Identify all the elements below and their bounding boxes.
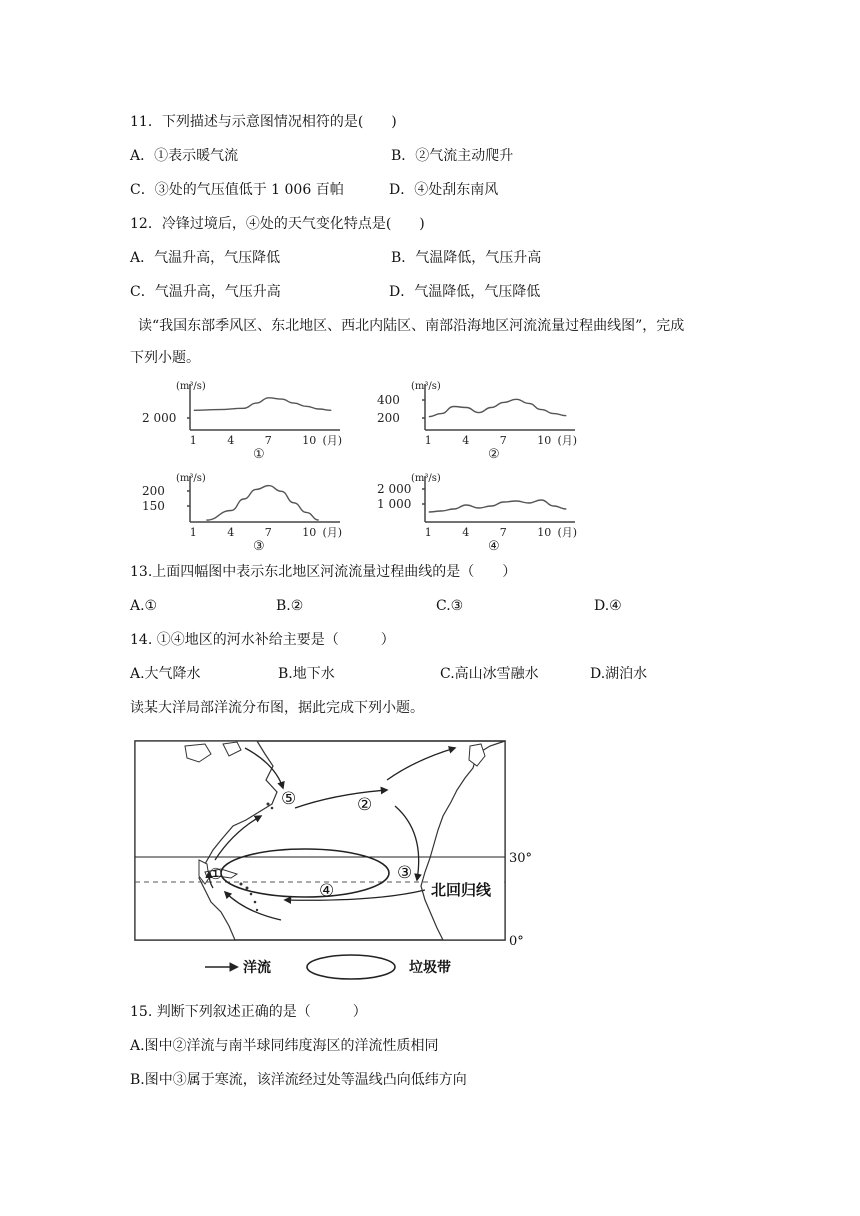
q15-option-a: A.图中②洋流与南半球同纬度海区的洋流性质相同	[130, 1038, 439, 1054]
legend-garbage-ellipse	[307, 955, 395, 979]
q11-option-a: A．①表示暖气流	[130, 148, 239, 164]
current-1-label: ①	[209, 865, 223, 883]
flow-chart-2-y-tick: 200	[377, 411, 400, 425]
ocean-current-map	[125, 732, 545, 982]
flow-chart-4-x-tick: 7	[499, 526, 507, 539]
q13-option-a: A.①	[130, 598, 158, 614]
tropic-label: 北回归线	[431, 881, 492, 899]
flow-chart-2-x-unit: (月)	[557, 434, 578, 447]
flow-chart-4-unit: (m³/s)	[411, 473, 441, 484]
q14-option-d: D.湖泊水	[590, 666, 648, 682]
lat-30-label: 30°	[509, 851, 533, 866]
flow-chart-3-x-unit: (月)	[322, 526, 343, 539]
flow-chart-4-x-tick: 1	[424, 526, 432, 539]
flow-chart-4-x-tick: 4	[462, 526, 470, 539]
flow-chart-3-unit: (m³/s)	[176, 473, 206, 484]
flow-chart-3-curve	[206, 486, 318, 520]
q14-option-c: C.高山冰雪融水	[440, 666, 539, 682]
q11-option-b: B．②气流主动爬升	[391, 148, 514, 164]
q15-option-b: B.图中③属于寒流，该洋流经过处等温线凸向低纬方向	[130, 1072, 467, 1088]
flow-chart-1-x-tick: 4	[227, 434, 235, 447]
flow-chart-2-x-tick: 10	[537, 434, 552, 447]
flow-chart-3-y-tick: 150	[142, 499, 165, 513]
q12-option-a: A．气温升高，气压降低	[130, 250, 281, 266]
flow-chart-2-x-tick: 1	[424, 434, 432, 447]
legend-garbage-label: 垃圾带	[409, 960, 451, 976]
flow-chart-1-x-unit: (月)	[322, 434, 343, 447]
q11-option-d: D．④处刮东南风	[389, 182, 499, 198]
flow-chart-1-x-tick: 7	[264, 434, 272, 447]
q12-option-d: D．气温降低，气压降低	[389, 284, 541, 300]
flow-chart-2-label: ②	[488, 447, 500, 462]
q13-option-c: C.③	[436, 598, 464, 614]
q11-stem: 11．下列描述与示意图情况相符的是( )	[130, 114, 397, 130]
q14-option-a: A.大气降水	[130, 666, 201, 682]
flow-chart-1-label: ①	[253, 447, 265, 462]
intro1-line1: 读“我国东部季风区、东北地区、西北内陆区、南部沿海地区河流流量过程曲线图”，完成	[138, 318, 685, 334]
q14-stem: 14. ①④地区的河水补给主要是（ ）	[130, 632, 395, 648]
flow-chart-3-label: ③	[253, 539, 265, 554]
legend-current-label: 洋流	[243, 960, 271, 976]
flow-chart-1-x-tick: 1	[189, 434, 197, 447]
current-4-label: ④	[319, 881, 335, 901]
flow-chart-4-y-tick: 2 000	[377, 482, 412, 496]
intro2: 读某大洋局部洋流分布图，据此完成下列小题。	[130, 700, 424, 716]
q11-option-c: C．③处的气压值低于 1 006 百帕	[130, 182, 344, 198]
q12-stem: 12．冷锋过境后，④处的天气变化特点是( )	[130, 216, 425, 232]
flow-chart-2-y-tick: 400	[377, 393, 400, 407]
flow-charts	[125, 372, 595, 554]
q13-option-d: D.④	[594, 598, 622, 614]
flow-chart-4-x-tick: 10	[537, 526, 552, 539]
flow-chart-3-x-tick: 4	[227, 526, 235, 539]
flow-chart-4-y-tick: 1 000	[377, 497, 412, 511]
q15-stem: 15. 判断下列叙述正确的是（ ）	[130, 1004, 367, 1020]
flow-chart-3-x-tick: 7	[264, 526, 272, 539]
q13-option-b: B.②	[276, 598, 304, 614]
flow-chart-3-x-tick: 1	[189, 526, 197, 539]
flow-chart-2-curve	[429, 399, 567, 416]
current-2-label: ②	[357, 795, 373, 815]
flow-chart-3-y-tick: 200	[142, 484, 165, 498]
flow-chart-2-x-tick: 7	[499, 434, 507, 447]
flow-chart-3-x-tick: 10	[302, 526, 317, 539]
q14-option-b: B.地下水	[278, 666, 335, 682]
flow-chart-1-curve	[194, 398, 331, 411]
flow-chart-1-y-tick: 2 000	[142, 411, 177, 425]
lat-0-label: 0°	[509, 934, 524, 949]
flow-chart-4-curve	[429, 500, 567, 512]
intro1-line2: 下列小题。	[130, 350, 200, 366]
current-5-label: ⑤	[281, 789, 297, 809]
q13-stem: 13.上面四幅图中表示东北地区河流流量过程曲线的是（ ）	[130, 564, 517, 580]
flow-chart-2-unit: (m³/s)	[411, 381, 441, 392]
flow-chart-4-label: ④	[488, 539, 500, 554]
flow-chart-1-x-tick: 10	[302, 434, 317, 447]
q12-option-c: C．气温升高，气压升高	[130, 284, 281, 300]
current-3-label: ③	[397, 863, 413, 883]
flow-chart-1-unit: (m³/s)	[176, 381, 206, 392]
q12-option-b: B．气温降低，气压升高	[391, 250, 542, 266]
flow-chart-4-x-unit: (月)	[557, 526, 578, 539]
flow-chart-2-x-tick: 4	[462, 434, 470, 447]
